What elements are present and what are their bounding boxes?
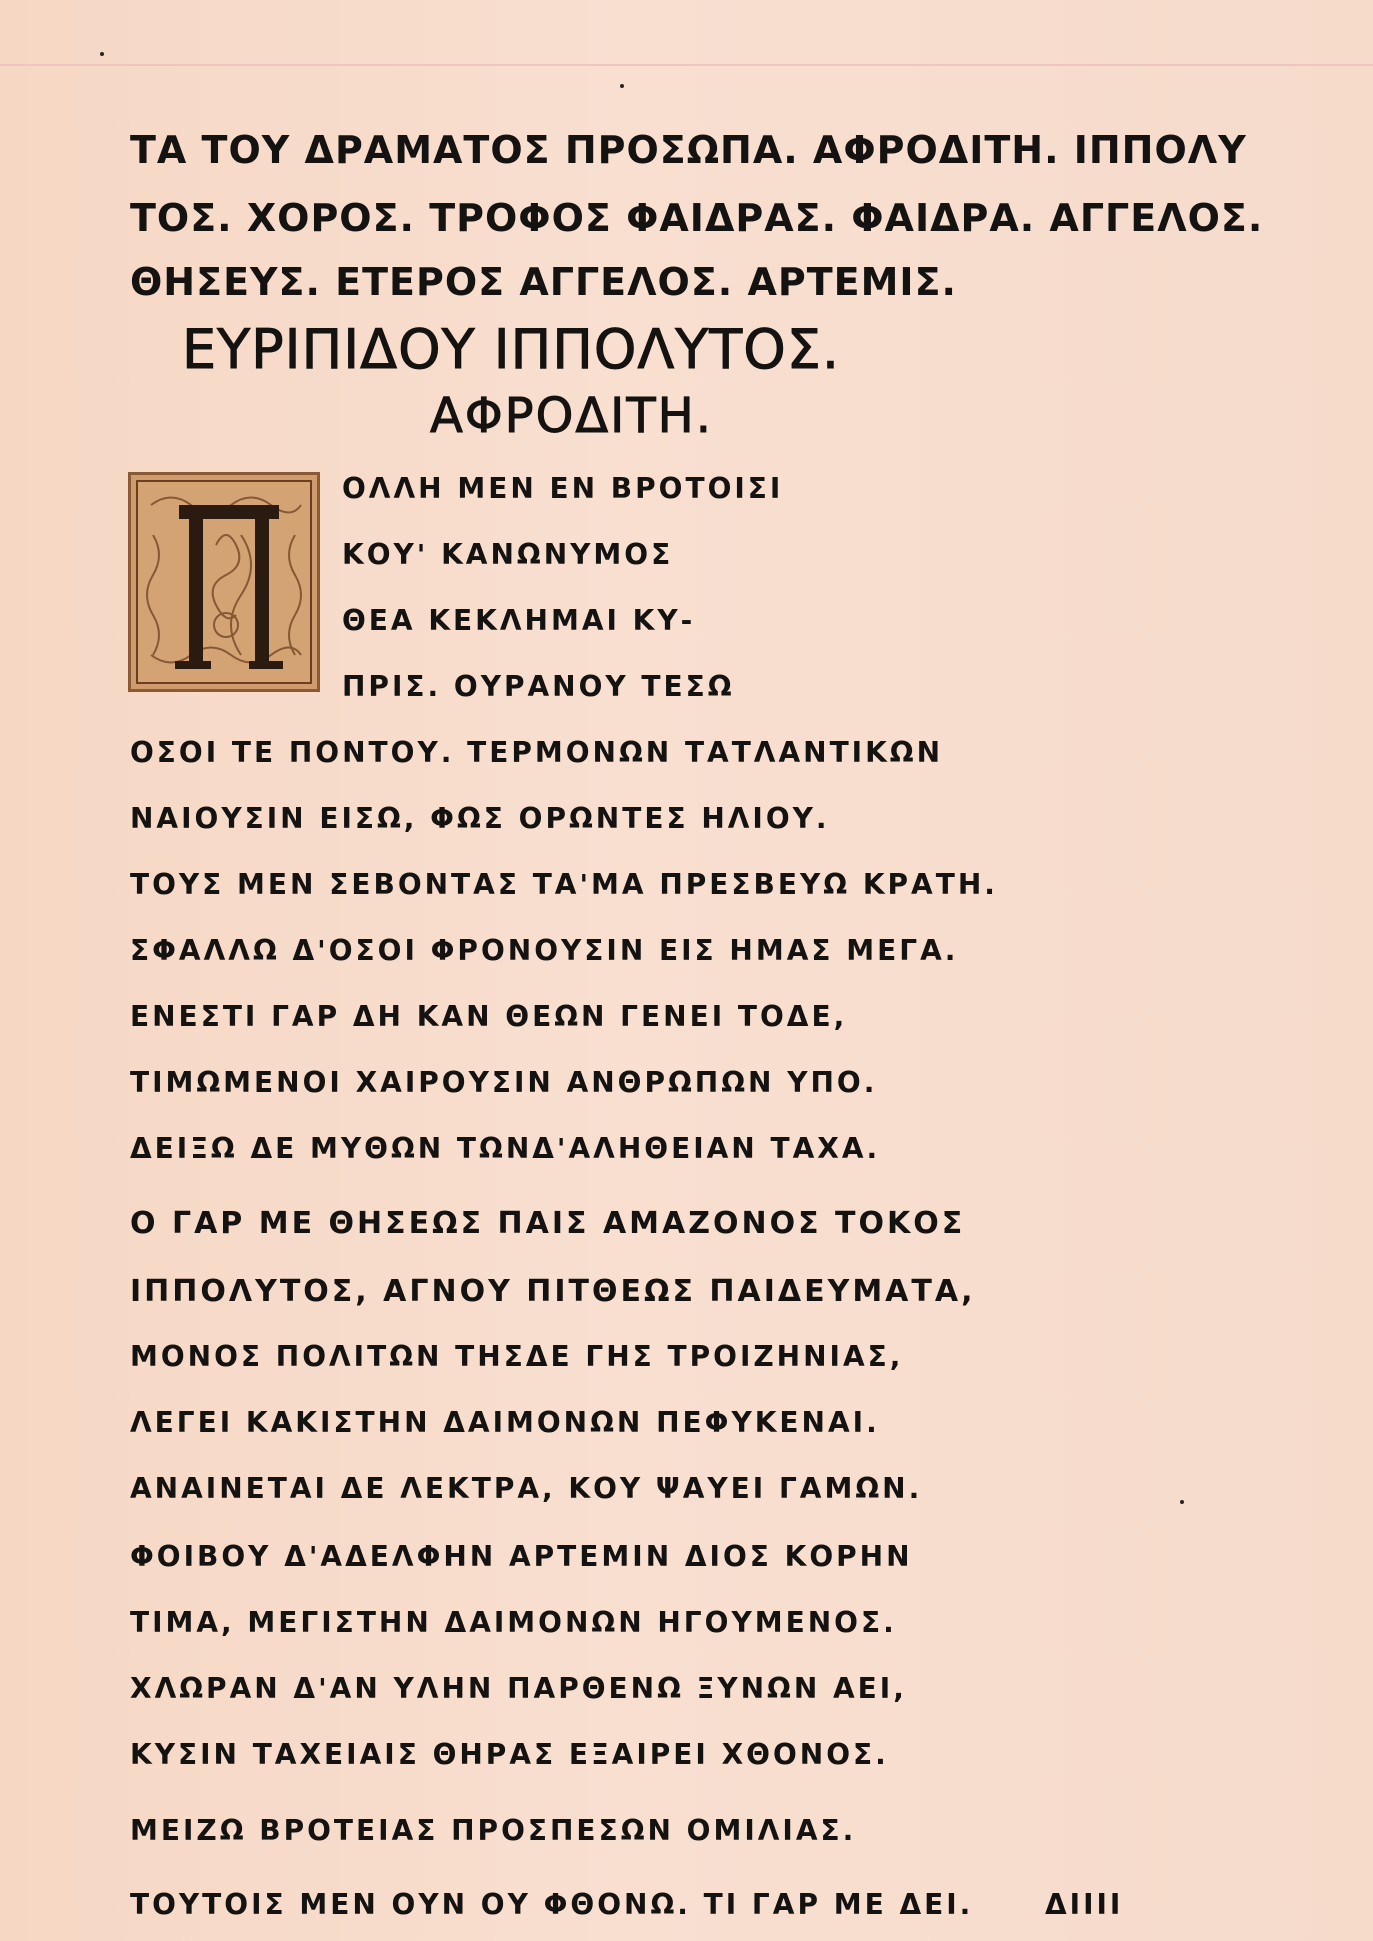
decorated-initial-pi-icon (128, 472, 320, 692)
verse-line: ΚΟΥ' ΚΑΝΩΝΥΜΟΣ (342, 538, 674, 571)
verse-line: Ο ΓΑΡ ΜΕ ΘΗΣΕΩΣ ΠΑΙΣ ΑΜΑΖΟΝΟΣ ΤΟΚΟΣ (130, 1206, 966, 1241)
verse-line: ΜΕΙΖΩ ΒΡΟΤΕΙΑΣ ΠΡΟΣΠΕΣΩΝ ΟΜΙΛΙΑΣ. (130, 1814, 857, 1847)
verse-line: ΟΣΟΙ ΤΕ ΠΟΝΤΟΥ. ΤΕΡΜΟΝΩΝ ΤΑΤΛΑΝΤΙΚΩΝ (130, 736, 944, 769)
verse-line: ΔΕΙΞΩ ΔΕ ΜΥΘΩΝ ΤΩΝΔ'ΑΛΗΘΕΙΑΝ ΤΑΧΑ. (130, 1132, 881, 1165)
ink-speck (100, 52, 104, 56)
play-title: ΕΥΡΙΠΙΔΟΥ ΙΠΠΟΛΥΤΟΣ. (182, 318, 841, 381)
cast-list-line-3: ΘΗΣΕΥΣ. ΕΤΕΡΟΣ ΑΓΓΕΛΟΣ. ΑΡΤΕΜΙΣ. (130, 260, 957, 304)
cast-list-line-1: ΤΑ ΤΟΥ ΔΡΑΜΑΤΟΣ ΠΡΟΣΩΠΑ. ΑΦΡΟΔΙΤΗ. ΙΠΠΟΛΥ (130, 128, 1247, 172)
verse-line: ΑΝΑΙΝΕΤΑΙ ΔΕ ΛΕΚΤΡΑ, ΚΟΥ ΨΑΥΕΙ ΓΑΜΩΝ. (130, 1472, 923, 1505)
page-edge-rule (0, 64, 1373, 66)
verse-line: ΚΥΣΙΝ ΤΑΧΕΙΑΙΣ ΘΗΡΑΣ ΕΞΑΙΡΕΙ ΧΘΟΝΟΣ. (130, 1738, 889, 1771)
verse-line: ΛΕΓΕΙ ΚΑΚΙΣΤΗΝ ΔΑΙΜΟΝΩΝ ΠΕΦΥΚΕΝΑΙ. (130, 1406, 880, 1439)
verse-line: ΤΟΥΤΟΙΣ ΜΕΝ ΟΥΝ ΟΥ ΦΘΟΝΩ. ΤΙ ΓΑΡ ΜΕ ΔΕΙ. (130, 1888, 974, 1921)
verse-line: ΝΑΙΟΥΣΙΝ ΕΙΣΩ, ΦΩΣ ΟΡΩΝΤΕΣ ΗΛΙΟΥ. (130, 802, 830, 835)
verse-line: ΙΠΠΟΛΥΤΟΣ, ΑΓΝΟΥ ΠΙΤΘΕΩΣ ΠΑΙΔΕΥΜΑΤΑ, (130, 1274, 976, 1309)
verse-line: ΣΦΑΛΛΩ Δ'ΟΣΟΙ ΦΡΟΝΟΥΣΙΝ ΕΙΣ ΗΜΑΣ ΜΕΓΑ. (130, 934, 959, 967)
verse-line: ΤΙΜΩΜΕΝΟΙ ΧΑΙΡΟΥΣΙΝ ΑΝΘΡΩΠΩΝ ΥΠΟ. (130, 1066, 878, 1099)
verse-line: ΦΟΙΒΟΥ Δ'ΑΔΕΛΦΗΝ ΑΡΤΕΜΙΝ ΔΙΟΣ ΚΟΡΗΝ (130, 1540, 913, 1573)
verse-line: ΧΛΩΡΑΝ Δ'ΑΝ ΥΛΗΝ ΠΑΡΘΕΝΩ ΞΥΝΩΝ ΑΕΙ, (130, 1672, 907, 1705)
verse-line: ΠΡΙΣ. ΟΥΡΑΝΟΥ ΤΕΣΩ (342, 670, 735, 703)
ink-speck (620, 84, 624, 88)
ink-speck (1180, 1500, 1184, 1504)
cast-list-line-2: ΤΟΣ. ΧΟΡΟΣ. ΤΡΟΦΟΣ ΦΑΙΔΡΑΣ. ΦΑΙΔΡΑ. ΑΓΓΕΛΟΣ. (130, 196, 1264, 240)
speaker-heading: ΑΦΡΟΔΙΤΗ. (430, 388, 714, 444)
verse-line: ΤΙΜΑ, ΜΕΓΙΣΤΗΝ ΔΑΙΜΟΝΩΝ ΗΓΟΥΜΕΝΟΣ. (130, 1606, 897, 1639)
verse-line: ΕΝΕΣΤΙ ΓΑΡ ΔΗ ΚΑΝ ΘΕΩΝ ΓΕΝΕΙ ΤΟΔΕ, (130, 1000, 848, 1033)
verse-line: ΟΛΛΗ ΜΕΝ ΕΝ ΒΡΟΤΟΙΣΙ (342, 472, 784, 505)
verse-line: ΘΕΑ ΚΕΚΛΗΜΑΙ ΚΥ- (342, 604, 696, 637)
verse-line: ΜΟΝΟΣ ΠΟΛΙΤΩΝ ΤΗΣΔΕ ΓΗΣ ΤΡΟΙΖΗΝΙΑΣ, (130, 1340, 904, 1373)
verse-line: ΤΟΥΣ ΜΕΝ ΣΕΒΟΝΤΑΣ ΤΑ'ΜΑ ΠΡΕΣΒΕΥΩ ΚΡΑΤΗ. (130, 868, 998, 901)
signature-mark: ΔΙΙΙΙ (1045, 1888, 1124, 1921)
